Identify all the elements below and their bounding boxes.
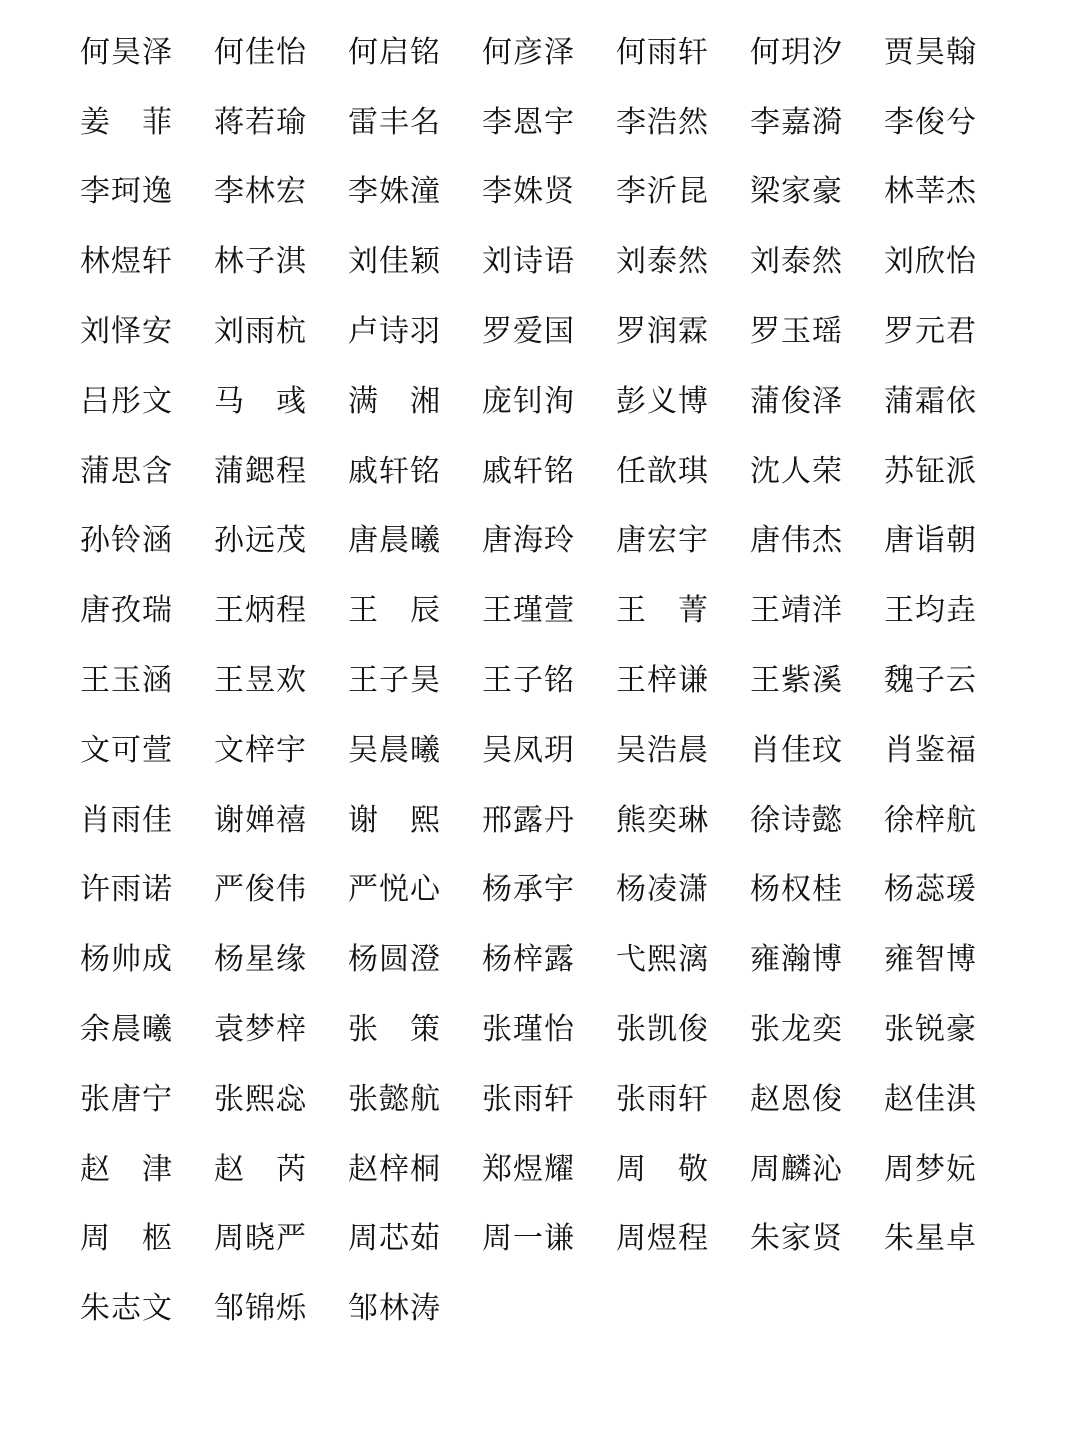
- student-name: 蒲思含: [80, 453, 173, 489]
- student-name: 王梓谦: [616, 663, 709, 699]
- student-name: 李浩然: [616, 104, 709, 140]
- student-name: 姜 菲: [80, 104, 173, 140]
- student-name: 杨权桂: [750, 872, 843, 908]
- student-name: 杨蕊瑗: [884, 872, 977, 908]
- student-name: 唐诣朝: [884, 523, 977, 559]
- student-name: 刘泰然: [616, 244, 709, 280]
- student-name: 王玉涵: [80, 663, 173, 699]
- student-name: 蒋若瑜: [214, 104, 307, 140]
- student-name: 周梦妧: [884, 1151, 977, 1187]
- student-name: 戚轩铭: [348, 453, 441, 489]
- student-name: 林子淇: [214, 244, 307, 280]
- student-name: 王紫溪: [750, 663, 843, 699]
- student-name: 郑煜耀: [482, 1151, 575, 1187]
- student-name: 唐伟杰: [750, 523, 843, 559]
- student-name: 严悦心: [348, 872, 441, 908]
- student-name: 张龙奕: [750, 1012, 843, 1048]
- student-name: 李姝潼: [348, 174, 441, 210]
- student-name: 何启铭: [348, 34, 441, 70]
- student-name: 贾昊翰: [884, 34, 977, 70]
- student-name: 王 辰: [348, 593, 441, 629]
- student-name: 李林宏: [214, 174, 307, 210]
- student-name: 赵梓桐: [348, 1151, 441, 1187]
- student-name: 周芯茹: [348, 1221, 441, 1257]
- student-name: 李珂逸: [80, 174, 173, 210]
- student-name: 蒲鍶程: [214, 453, 307, 489]
- name-list: [80, 18, 1040, 1344]
- student-name: 罗玉瑶: [750, 314, 843, 350]
- student-name: 袁梦梓: [214, 1012, 307, 1048]
- name-row: [80, 856, 1040, 926]
- student-name: 王子昊: [348, 663, 441, 699]
- student-name: 邹林涛: [348, 1291, 441, 1327]
- student-name: 周煜程: [616, 1221, 709, 1257]
- name-row: [80, 646, 1040, 716]
- name-row: [80, 18, 1040, 88]
- student-name: 苏钲派: [884, 453, 977, 489]
- student-name: 梁家豪: [750, 174, 843, 210]
- student-name: 刘怿安: [80, 314, 173, 350]
- student-name: 吴凤玥: [482, 732, 575, 768]
- student-name: 李嘉漪: [750, 104, 843, 140]
- name-row: [80, 367, 1040, 437]
- student-name: 周 敬: [616, 1151, 709, 1187]
- name-row: [80, 576, 1040, 646]
- name-row: [80, 437, 1040, 507]
- student-name: 刘诗语: [482, 244, 575, 280]
- student-name: 王均垚: [884, 593, 977, 629]
- student-name: 肖雨佳: [80, 802, 173, 838]
- name-row: [80, 995, 1040, 1065]
- student-name: 雍瀚博: [750, 942, 843, 978]
- student-name: 雍智博: [884, 942, 977, 978]
- name-row: [80, 1205, 1040, 1275]
- student-name: 杨圆澄: [348, 942, 441, 978]
- student-name: 刘欣怡: [884, 244, 977, 280]
- student-name: 王子铭: [482, 663, 575, 699]
- student-name: 王靖洋: [750, 593, 843, 629]
- student-name: 唐晨曦: [348, 523, 441, 559]
- student-name: 肖佳玟: [750, 732, 843, 768]
- name-row: [80, 1135, 1040, 1205]
- student-name: 李姝贤: [482, 174, 575, 210]
- student-name: 朱家贤: [750, 1221, 843, 1257]
- student-name: 张唐宁: [80, 1081, 173, 1117]
- student-name: 张瑾怡: [482, 1012, 575, 1048]
- student-name: 周 柩: [80, 1221, 173, 1257]
- student-name: 熊奕琳: [616, 802, 709, 838]
- name-row: [80, 1274, 1040, 1344]
- name-row: [80, 88, 1040, 158]
- student-name: 刘泰然: [750, 244, 843, 280]
- name-row: [80, 227, 1040, 297]
- student-name: 孙铃涵: [80, 523, 173, 559]
- student-name: 张锐豪: [884, 1012, 977, 1048]
- student-name: 张雨轩: [482, 1081, 575, 1117]
- student-name: 马 彧: [214, 383, 307, 419]
- student-name: 周晓严: [214, 1221, 307, 1257]
- student-name: 文梓宇: [214, 732, 307, 768]
- name-row: [80, 507, 1040, 577]
- student-name: 弋熙漓: [616, 942, 709, 978]
- student-name: 赵恩俊: [750, 1081, 843, 1117]
- student-name: 戚轩铭: [482, 453, 575, 489]
- student-name: 林煜轩: [80, 244, 173, 280]
- student-name: 刘雨杭: [214, 314, 307, 350]
- student-name: 庞钊洵: [482, 383, 575, 419]
- student-name: 张雨轩: [616, 1081, 709, 1117]
- student-name: 罗爱国: [482, 314, 575, 350]
- student-name: 满 湘: [348, 383, 441, 419]
- student-name: 何玥汐: [750, 34, 843, 70]
- student-name: 吕彤文: [80, 383, 173, 419]
- student-name: 唐海玲: [482, 523, 575, 559]
- student-name: 朱志文: [80, 1291, 173, 1327]
- student-name: 张 策: [348, 1012, 441, 1048]
- student-name: 王炳程: [214, 593, 307, 629]
- student-name: 邹锦烁: [214, 1291, 307, 1327]
- student-name: 任歆琪: [616, 453, 709, 489]
- student-name: 雷丰名: [348, 104, 441, 140]
- student-name: 彭义博: [616, 383, 709, 419]
- student-name: 徐诗懿: [750, 802, 843, 838]
- student-name: 赵佳淇: [884, 1081, 977, 1117]
- student-name: 罗元君: [884, 314, 977, 350]
- student-name: 魏子云: [884, 663, 977, 699]
- student-name: 何佳怡: [214, 34, 307, 70]
- student-name: 肖鉴福: [884, 732, 977, 768]
- student-name: 余晨曦: [80, 1012, 173, 1048]
- student-name: 李恩宇: [482, 104, 575, 140]
- name-row: [80, 716, 1040, 786]
- student-name: 吴晨曦: [348, 732, 441, 768]
- student-name: 王昱欢: [214, 663, 307, 699]
- student-name: 何昊泽: [80, 34, 173, 70]
- student-name: 严俊伟: [214, 872, 307, 908]
- student-name: 杨梓露: [482, 942, 575, 978]
- student-name: 刘佳颖: [348, 244, 441, 280]
- student-name: 卢诗羽: [348, 314, 441, 350]
- student-name: 何彦泽: [482, 34, 575, 70]
- student-name: 何雨轩: [616, 34, 709, 70]
- student-name: 周麟沁: [750, 1151, 843, 1187]
- name-row: [80, 925, 1040, 995]
- student-name: 许雨诺: [80, 872, 173, 908]
- name-row: [80, 1065, 1040, 1135]
- student-name: 王 菁: [616, 593, 709, 629]
- student-name: 蒲俊泽: [750, 383, 843, 419]
- student-name: 谢婵禧: [214, 802, 307, 838]
- student-name: 徐梓航: [884, 802, 977, 838]
- student-name: 朱星卓: [884, 1221, 977, 1257]
- student-name: 周一谦: [482, 1221, 575, 1257]
- student-name: 吴浩晨: [616, 732, 709, 768]
- student-name: 孙远茂: [214, 523, 307, 559]
- student-name: 杨凌潇: [616, 872, 709, 908]
- student-name: 张熙惢: [214, 1081, 307, 1117]
- student-name: 唐孜瑞: [80, 593, 173, 629]
- student-name: 赵 津: [80, 1151, 173, 1187]
- name-row: [80, 158, 1040, 228]
- student-name: 唐宏宇: [616, 523, 709, 559]
- student-name: 谢 熙: [348, 802, 441, 838]
- student-name: 沈人荣: [750, 453, 843, 489]
- student-name: 蒲霜依: [884, 383, 977, 419]
- student-name: 邢露丹: [482, 802, 575, 838]
- student-name: 林莘杰: [884, 174, 977, 210]
- student-name: 赵 芮: [214, 1151, 307, 1187]
- student-name: 罗润霖: [616, 314, 709, 350]
- student-name: 李沂昆: [616, 174, 709, 210]
- student-name: 李俊兮: [884, 104, 977, 140]
- student-name: 杨星缘: [214, 942, 307, 978]
- name-row: [80, 786, 1040, 856]
- name-row: [80, 297, 1040, 367]
- student-name: 张凯俊: [616, 1012, 709, 1048]
- student-name: 杨帅成: [80, 942, 173, 978]
- student-name: 杨承宇: [482, 872, 575, 908]
- student-name: 张懿航: [348, 1081, 441, 1117]
- student-name: 王瑾萱: [482, 593, 575, 629]
- student-name: 文可萱: [80, 732, 173, 768]
